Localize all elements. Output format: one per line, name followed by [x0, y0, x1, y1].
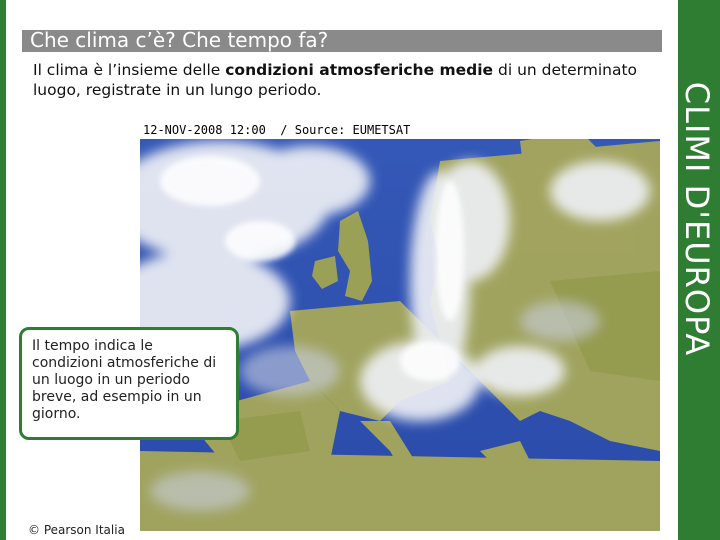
intro-text [33, 60, 653, 100]
vertical-section-title [678, 0, 720, 540]
page-title: Che clima c’è? Che tempo fa? [30, 28, 329, 52]
copyright-text: © Pearson Italia [28, 523, 125, 537]
vertical-section-title-text: CLIMI D'EUROPA [678, 81, 716, 357]
intro-text-bold: condizioni atmosferiche medie [225, 61, 494, 79]
satellite-map-graphic [140, 121, 660, 531]
satellite-map-image [140, 121, 660, 531]
intro-text-part1: Il clima è l’insieme delle [33, 61, 226, 79]
map-caption [140, 121, 660, 139]
left-accent-bar [0, 0, 6, 540]
intro-text-part2: di un determinato luogo, registrate in un lungo periodo. [33, 61, 638, 99]
info-callout-box: Il tempo indica le condizioni atmosferiche di un luogo in un periodo breve, ad esempio in un giorno. [19, 327, 239, 440]
map-caption-text: 12-NOV-2008 12:00 / Source: EUMETSAT [143, 123, 411, 137]
